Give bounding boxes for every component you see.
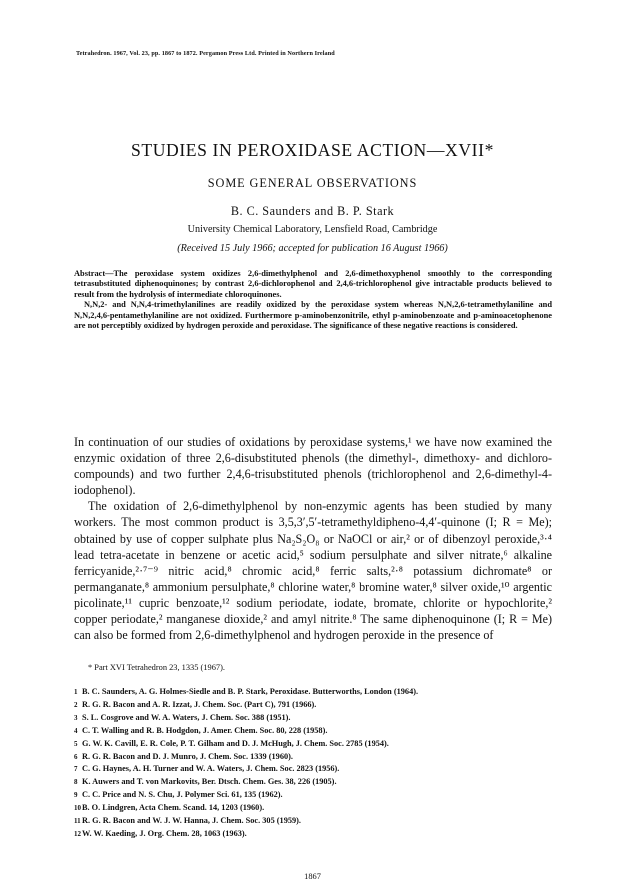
reference-text: C. T. Walling and R. B. Hodgdon, J. Amer. Chem. Soc. 80, 228 (1958). bbox=[82, 725, 328, 735]
reference-item bbox=[74, 789, 554, 802]
received-dates: (Received 15 July 1966; accepted for publication 16 August 1966) bbox=[177, 243, 448, 254]
reference-text: G. W. K. Cavill, E. R. Cole, P. T. Gilham and D. J. McHugh, J. Chem. Soc. 2785 (1954). bbox=[82, 738, 389, 748]
running-head: Tetrahedron. 1967, Vol. 23, pp. 1867 to 1872. Pergamon Press Ltd. Printed in Northern Ireland bbox=[76, 50, 335, 57]
reference-item bbox=[74, 686, 554, 699]
reference-number: 2 bbox=[74, 700, 78, 709]
body-text bbox=[74, 434, 552, 643]
reference-number: 4 bbox=[74, 726, 78, 735]
reference-text: R. G. R. Bacon and D. J. Munro, J. Chem. Soc. 1339 (1960). bbox=[82, 751, 293, 761]
authors: B. C. Saunders and B. P. Stark bbox=[230, 204, 395, 218]
reference-text: R. G. R. Bacon and A. R. Izzat, J. Chem. Soc. (Part C), 791 (1966). bbox=[82, 699, 317, 709]
reference-item bbox=[74, 763, 554, 776]
reference-item bbox=[74, 776, 554, 789]
references-list bbox=[74, 686, 554, 841]
affiliation: University Chemical Laboratory, Lensfield Road, Cambridge bbox=[187, 224, 438, 235]
reference-number: 10 bbox=[74, 804, 81, 813]
reference-item bbox=[74, 712, 554, 725]
reference-number: 12 bbox=[74, 829, 81, 838]
reference-text: R. G. R. Bacon and W. J. W. Hanna, J. Chem. Soc. 305 (1959). bbox=[82, 816, 301, 826]
reference-text: B. O. Lindgren, Acta Chem. Scand. 14, 1203 (1960). bbox=[82, 803, 265, 813]
reference-item bbox=[74, 828, 554, 841]
abstract-text-1: —The peroxidase system oxidizes 2,6-dimethylphenol and 2,6-dimethoxyphenol smoothly to the corresponding tetrasubstituted diphenoquinones; by contrast 2,6-dichlorophenol and 2,4,6-trichlorophenol give intractable products believed to result from the hydrolysis of intermediate chloroquinones. bbox=[74, 269, 552, 299]
article-title: STUDIES IN PEROXIDASE ACTION—XVII* bbox=[131, 140, 494, 160]
abstract-paragraph-2: N,N,2- and N,N,4-trimethylanilines are readily oxidized by the peroxidase system whereas N,N,2,6-tetramethylaniline and N,N,2,4,6-pentamethylaniline are not oxidized. Furthermore p-aminobenzonitrile, ethyl p-aminobenzoate and p-aminoacetophenone are not perceptibly oxidized by hydrogen peroxide and peroxidase. The significance of these negative reactions is considered. bbox=[74, 300, 552, 331]
reference-item bbox=[74, 699, 554, 712]
reference-text: W. W. Kaeding, J. Org. Chem. 28, 1063 (1963). bbox=[82, 828, 247, 838]
reference-text: C. G. Haynes, A. H. Turner and W. A. Waters, J. Chem. Soc. 2823 (1956). bbox=[82, 764, 340, 774]
reference-item bbox=[74, 815, 554, 828]
reference-text: S. L. Cosgrove and W. A. Waters, J. Chem. Soc. 388 (1951). bbox=[82, 712, 291, 722]
reference-item bbox=[74, 725, 554, 738]
reference-text: C. C. Price and N. S. Chu, J. Polymer Sci. 61, 135 (1962). bbox=[82, 790, 283, 800]
reference-number: 1 bbox=[74, 688, 78, 696]
reference-item bbox=[74, 738, 554, 751]
reference-item bbox=[74, 751, 554, 764]
body-paragraph-1: In continuation of our studies of oxidations by peroxidase systems,¹ we have now examined the enzymic oxidation of three 2,6-disubstituted phenols (the dimethyl-, dimethoxy- and dichloro-compounds) and two further 2,4,6-trisubstituted phenols (trichlorophenol and 2,6-dimethyl-4-iodophenol). bbox=[74, 435, 552, 498]
reference-number: 11 bbox=[74, 817, 81, 826]
reference-text: K. Auwers and T. von Markovits, Ber. Dtsch. Chem. Ges. 38, 226 (1905). bbox=[82, 777, 337, 787]
reference-number: 9 bbox=[74, 791, 78, 800]
reference-number: 7 bbox=[74, 765, 78, 774]
footnote-part-xvi: * Part XVI Tetrahedron 23, 1335 (1967). bbox=[88, 663, 225, 672]
reference-number: 5 bbox=[74, 739, 78, 748]
abstract-paragraph-1 bbox=[74, 269, 552, 300]
abstract-label: Abstract bbox=[74, 269, 106, 278]
reference-item bbox=[74, 802, 554, 815]
reference-text: B. C. Saunders, A. G. Holmes-Siedle and B. P. Stark, Peroxidase. Butterworths, London (1964). bbox=[82, 687, 419, 696]
article-subtitle: SOME GENERAL OBSERVATIONS bbox=[207, 176, 418, 190]
body-paragraph-2: The oxidation of 2,6-dimethylphenol by non-enzymic agents has been studied by many workers. The most common product is 3,5,3′,5′-tetramethyldipheno-4,4′-quinone (I; R = Me); obtained by use of copper sulphate plus Na₂S₂O₈ or NaOCl or air,² or of dibenzoyl peroxide,³·⁴ lead tetra-acetate in benzene or acetic acid,⁵ sodium persulphate and silver nitrate,⁶ alkaline ferricyanide,²·⁷⁻⁹ nitric acid,⁸ chromic acid,⁸ ferric salts,²·⁸ potassium dichromate⁸ or permanganate,⁸ ammonium persulphate,⁸ chlorine water,⁸ bromine water,⁸ silver oxide,¹⁰ argentic picolinate,¹¹ cupric benzoate,¹² sodium periodate, iodate, bromate, chlorite or hypochlorite,² copper periodate,² manganese dioxide,² and amyl nitrite.⁸ The same diphenoquinone (I; R = Me) can also be formed from 2,6-dimethylphenol and hydrogen peroxide in the presence of bbox=[74, 499, 552, 643]
reference-number: 6 bbox=[74, 752, 78, 761]
page-number: 1867 bbox=[304, 872, 321, 881]
reference-number: 3 bbox=[74, 713, 78, 722]
abstract bbox=[74, 269, 552, 331]
reference-number: 8 bbox=[74, 778, 78, 787]
